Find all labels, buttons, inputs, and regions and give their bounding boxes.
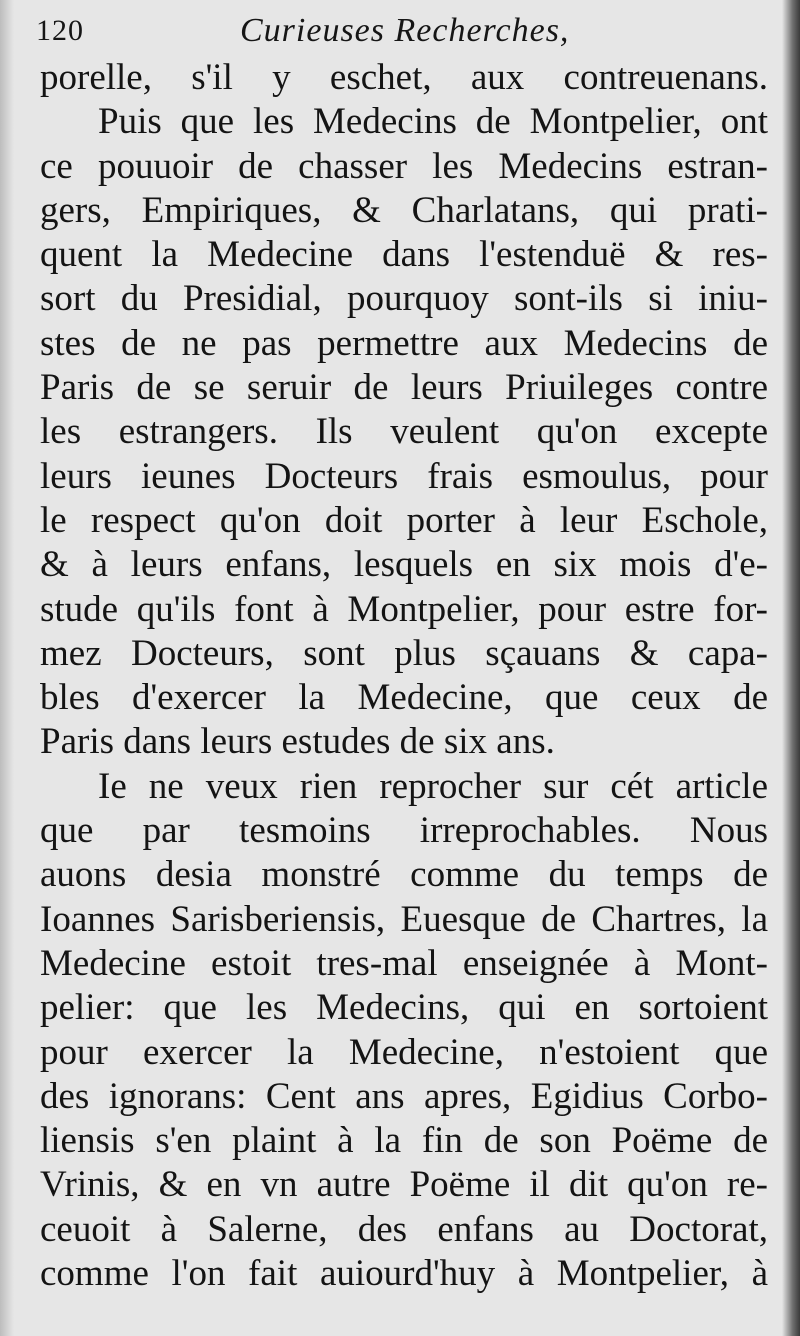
text-line: les estrangers. Ils veulent qu'on excepte [40,411,768,453]
text-line: le respect qu'on doit porter à leur Eschole, [40,499,768,541]
text-line: que par tesmoins irreprochables. Nous [40,810,768,852]
text-line: gers, Empiriques, & Charlatans, qui prati- [40,189,768,231]
text-line: mez Docteurs, sont plus sçauans & capa- [40,632,768,674]
text-line: Medecine estoit tres-mal enseignée à Mont- [40,942,768,984]
text-line: des ignorans: Cent ans apres, Egidius Corbo- [40,1075,768,1117]
text-line: leurs ieunes Docteurs frais esmoulus, pour [40,455,768,497]
page-number: 120 [36,14,84,47]
text-line: sort du Presidial, pourquoy sont-ils si iniu- [40,278,768,320]
text-line: Ioannes Sarisberiensis, Euesque de Chartres, la [40,898,768,940]
text-line: Ie ne veux rien reprocher sur cét article [98,765,768,807]
text-line: Puis que les Medecins de Montpelier, ont [98,101,768,143]
text-line: quent la Medecine dans l'estenduë & res- [40,234,768,276]
text-line: pelier: que les Medecins, qui en sortoient [40,987,768,1029]
text-line: comme l'on fait auiourd'huy à Montpelier, à [40,1253,768,1295]
page-header [30,12,770,52]
text-line: porelle, s'il y eschet, aux contreuenans. [40,57,768,98]
text-line: Vrinis, & en vn autre Poëme il dit qu'on re- [40,1164,768,1206]
text-line: auons desia monstré comme du temps de [40,854,768,896]
text-line: & à leurs enfans, lesquels en six mois d'e- [40,544,768,586]
text-line: stude qu'ils font à Montpelier, pour estre for- [40,588,768,630]
text-line: bles d'exercer la Medecine, que ceux de [40,677,768,719]
text-line: stes de ne pas permettre aux Medecins de [40,322,768,364]
text-line: Paris dans leurs estudes de six ans. [40,721,555,763]
text-line: ceuoit à Salerne, des enfans au Doctorat, [40,1208,768,1250]
text-line: liensis s'en plaint à la fin de son Poëme de [40,1120,768,1162]
page-gutter-shadow [0,0,14,1336]
body-text [40,56,768,1296]
text-line: Paris de se seruir de leurs Priuileges contre [40,367,768,409]
text-line: pour exercer la Medecine, n'estoient que [40,1031,768,1073]
text-line: ce pouuoir de chasser les Medecins estran- [40,145,768,187]
page-edge-shadow [782,0,800,1336]
running-head: Curieuses Recherches, [240,12,570,49]
